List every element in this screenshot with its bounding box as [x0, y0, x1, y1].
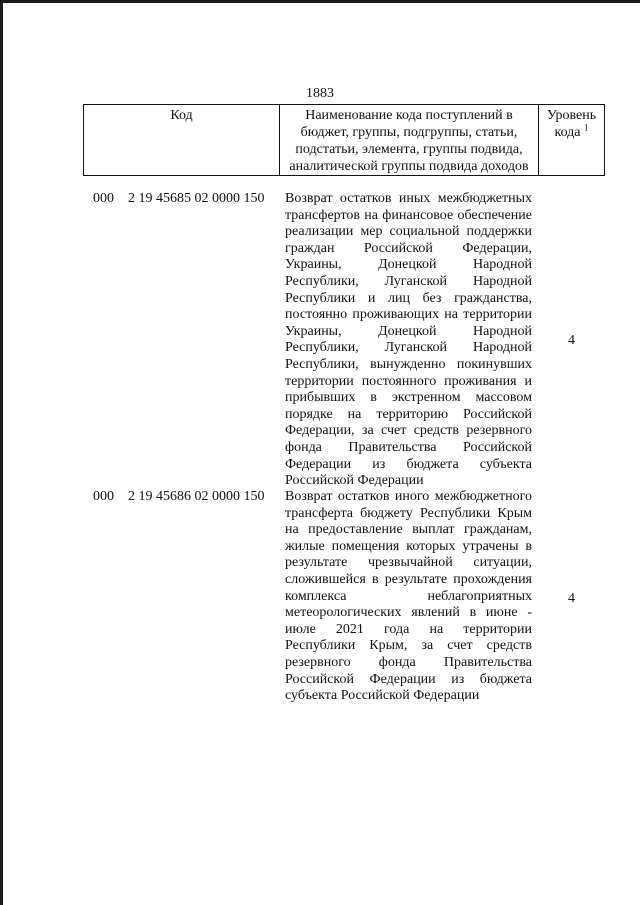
row-code-prefix: 000 — [93, 489, 114, 504]
header-level-line1: Уровень — [546, 108, 597, 123]
row-name: Возврат остатков иного межбюджетного трансферта бюджету Республики Крым на предоставление выплат гражданам, жилые помещения которых утрачены в результате чрезвычайной ситуации, сложившейся в результате прохождения комплекса неблагоприятных метеорологических явлений в июне - июле 2021 года на территории Республики Крым, за счет средств резервного фонда Правительства Российской Федерации из бюджета субъекта Российской Федерации — [285, 489, 532, 704]
row-name: Возврат остатков иных межбюджетных трансфертов на финансовое обеспечение реализации мер социальной поддержки граждан Российской Федерации, Украины, Донецкой Народной Республики, Луганской Народной Республики и лиц без гражданства, постоянно проживающих на территории Украины, Донецкой Народной Республики, Луганской Народной Республики, вынужденно покинувших территории постоянного проживания и прибывших в экстренном массовом порядке на территорию Российской Федерации, за счет средств резервного фонда Правительства Российской Федерации из бюджета субъекта Российской Федерации — [285, 191, 532, 489]
scan-edge-top — [0, 0, 640, 3]
row-code-prefix: 000 — [93, 191, 114, 206]
header-name — [280, 105, 539, 176]
header-level-line2 — [543, 124, 600, 141]
row-code: 2 19 45685 02 0000 150 — [128, 191, 265, 206]
scan-edge-left — [0, 0, 3, 905]
header-code: Код — [84, 105, 280, 176]
row-code: 2 19 45686 02 0000 150 — [128, 489, 265, 504]
header-level-word: кода — [554, 125, 581, 140]
footnote-marker: 1 — [584, 122, 589, 133]
header-level — [539, 105, 605, 176]
row-level: 4 — [568, 333, 575, 348]
header-name-line: аналитической группы подвида доходов — [289, 159, 529, 174]
header-name-line: Наименование кода поступлений в — [305, 108, 513, 123]
row-level: 4 — [568, 591, 575, 606]
header-name-line: бюджет, группы, подгруппы, статьи, — [300, 125, 518, 140]
table-header — [83, 104, 605, 176]
page-number: 1883 — [306, 86, 334, 101]
header-name-line: подстатьи, элемента, группы подвида, — [295, 142, 523, 157]
